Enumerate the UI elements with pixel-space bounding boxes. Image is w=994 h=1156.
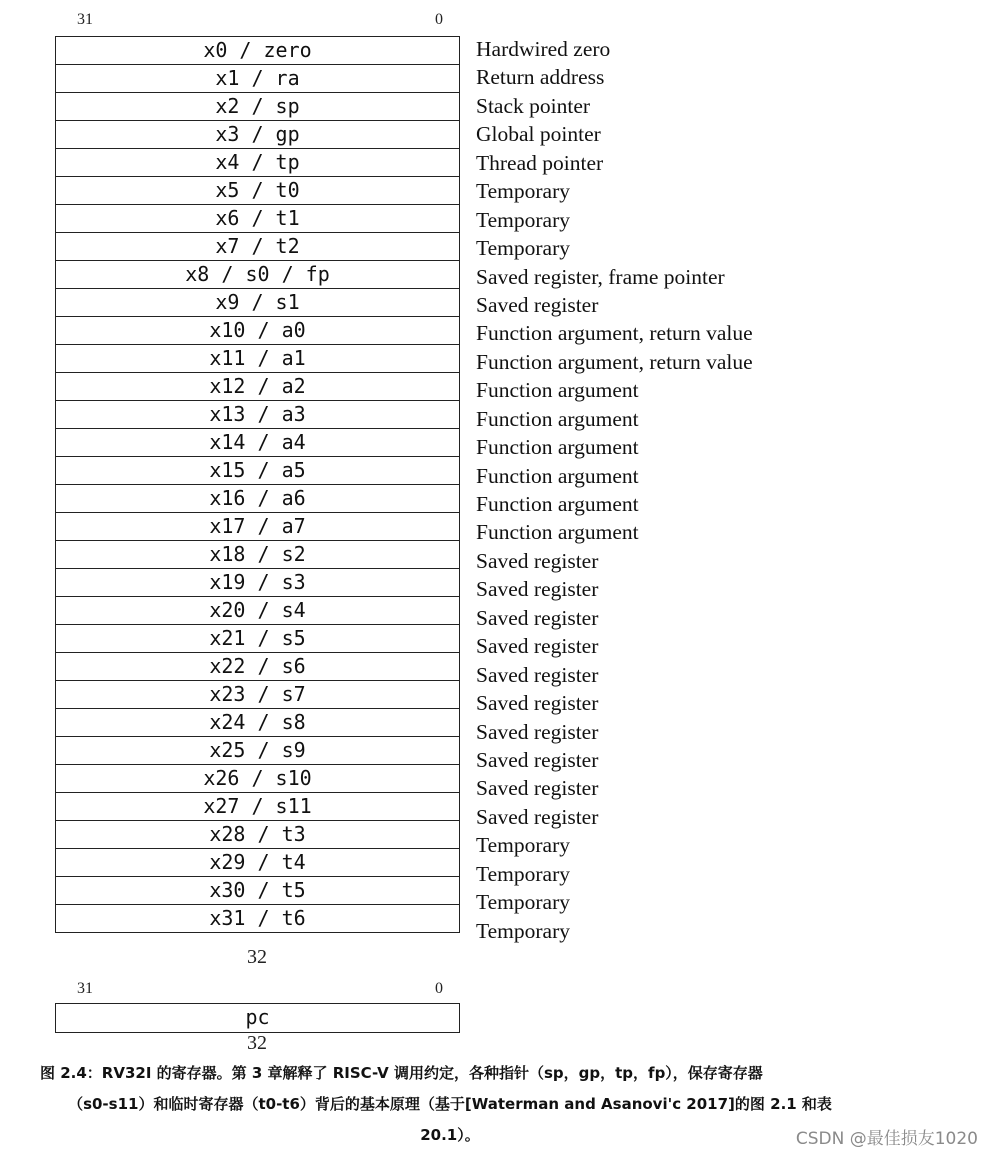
register-description: Saved register <box>476 662 599 687</box>
register-row <box>56 373 460 401</box>
register-description: Temporary <box>476 918 571 943</box>
register-name: x7 / t2 <box>56 233 460 261</box>
register-description: Temporary <box>476 833 571 858</box>
pc-register: pc <box>55 1003 460 1033</box>
register-row <box>56 541 460 569</box>
register-row <box>56 709 460 737</box>
register-description: Saved register <box>476 634 599 659</box>
register-description: Function argument <box>476 406 639 431</box>
register-name: x26 / s10 <box>56 765 460 793</box>
watermark: CSDN @最佳损友1020 <box>795 1129 978 1149</box>
register-name: x9 / s1 <box>56 289 460 317</box>
register-description: Temporary <box>476 890 571 915</box>
register-description: Function argument, return value <box>476 321 753 346</box>
register-name: x11 / a1 <box>56 345 460 373</box>
register-row <box>56 765 460 793</box>
register-name: x13 / a3 <box>56 401 460 429</box>
register-description: Hardwired zero <box>476 37 611 61</box>
register-description: Function argument <box>476 435 639 460</box>
register-name: x14 / a4 <box>56 429 460 457</box>
pc-bit-label-low: 0 <box>435 980 443 997</box>
register-row <box>56 877 460 905</box>
register-row <box>56 121 460 149</box>
register-description: Temporary <box>476 236 571 261</box>
register-name: x1 / ra <box>56 65 460 93</box>
register-row <box>56 597 460 625</box>
register-row <box>56 793 460 821</box>
register-name: x29 / t4 <box>56 849 460 877</box>
register-row <box>56 149 460 177</box>
register-description: Function argument <box>476 492 639 516</box>
register-description: Stack pointer <box>476 93 591 118</box>
pc-width-label: 32 <box>247 1032 267 1054</box>
register-name: x16 / a6 <box>56 485 460 513</box>
register-name: x31 / t6 <box>56 905 460 933</box>
register-description: Function argument, return value <box>476 349 753 374</box>
bit-label-low: 0 <box>435 11 443 28</box>
register-description: Function argument <box>476 463 639 488</box>
caption-line-3: 20.1）。 <box>420 1126 480 1144</box>
register-description: Global pointer <box>476 122 601 147</box>
register-description: Saved register <box>476 548 599 573</box>
register-width-label: 32 <box>247 946 267 968</box>
register-name: x5 / t0 <box>56 177 460 205</box>
register-description: Saved register <box>476 747 599 772</box>
register-name: x20 / s4 <box>56 597 460 625</box>
register-name: x21 / s5 <box>56 625 460 653</box>
register-description: Saved register <box>476 719 599 744</box>
register-description: Temporary <box>476 207 571 232</box>
register-description: Saved register <box>476 577 599 602</box>
register-name: x3 / gp <box>56 121 460 149</box>
register-row <box>56 289 460 317</box>
register-row <box>56 569 460 597</box>
register-name: x25 / s9 <box>56 737 460 765</box>
register-name: x30 / t5 <box>56 877 460 905</box>
register-description: Saved register <box>476 776 599 801</box>
register-row <box>56 65 460 93</box>
register-name: x6 / t1 <box>56 205 460 233</box>
register-row <box>56 205 460 233</box>
register-name: x15 / a5 <box>56 457 460 485</box>
register-name: x8 / s0 / fp <box>56 261 460 289</box>
register-row <box>56 849 460 877</box>
register-name: x24 / s8 <box>56 709 460 737</box>
register-row <box>56 485 460 513</box>
register-name: x27 / s11 <box>56 793 460 821</box>
register-row <box>56 457 460 485</box>
register-row <box>56 345 460 373</box>
register-description: Temporary <box>476 179 571 204</box>
caption-line-1: 图 2.4：RV32I 的寄存器。第 3 章解释了 RISC-V 调用约定，各种指针（sp，gp，tp，fp），保存寄存器 <box>40 1064 763 1082</box>
register-row <box>56 821 460 849</box>
register-name: x28 / t3 <box>56 821 460 849</box>
register-name: x18 / s2 <box>56 541 460 569</box>
register-row <box>56 625 460 653</box>
register-row <box>56 905 460 933</box>
register-description: Saved register <box>476 292 599 317</box>
register-row <box>56 401 460 429</box>
register-row <box>56 317 460 345</box>
register-description: Thread pointer <box>476 150 604 175</box>
register-description: Saved register, frame pointer <box>476 264 725 289</box>
register-description: Return address <box>476 65 605 90</box>
register-name: x19 / s3 <box>56 569 460 597</box>
register-name: x12 / a2 <box>56 373 460 401</box>
register-name: x10 / a0 <box>56 317 460 345</box>
register-description: Function argument <box>476 520 639 545</box>
register-name: x0 / zero <box>56 37 460 65</box>
register-row <box>56 737 460 765</box>
register-name: x4 / tp <box>56 149 460 177</box>
register-description: Temporary <box>476 861 571 886</box>
register-table <box>55 36 460 933</box>
register-row <box>56 513 460 541</box>
register-name: x22 / s6 <box>56 653 460 681</box>
bit-label-high: 31 <box>77 11 93 28</box>
register-name: x17 / a7 <box>56 513 460 541</box>
caption-line-2: （s0-s11）和临时寄存器（t0-t6）背后的基本原理（基于[Waterman and Asanovi'c 2017]的图 2.1 和表 <box>68 1095 832 1113</box>
register-row <box>56 429 460 457</box>
pc-bit-label-high: 31 <box>77 980 93 997</box>
register-name: x23 / s7 <box>56 681 460 709</box>
register-description: Saved register <box>476 804 599 829</box>
register-row <box>56 681 460 709</box>
register-descriptions <box>476 36 753 946</box>
register-row <box>56 653 460 681</box>
register-description: Function argument <box>476 378 639 403</box>
register-row <box>56 233 460 261</box>
register-row <box>56 261 460 289</box>
register-name: x2 / sp <box>56 93 460 121</box>
register-row <box>56 37 460 65</box>
register-description: Saved register <box>476 691 599 716</box>
register-description: Saved register <box>476 605 599 630</box>
register-row <box>56 93 460 121</box>
register-row <box>56 177 460 205</box>
figure-caption <box>30 1058 870 1151</box>
